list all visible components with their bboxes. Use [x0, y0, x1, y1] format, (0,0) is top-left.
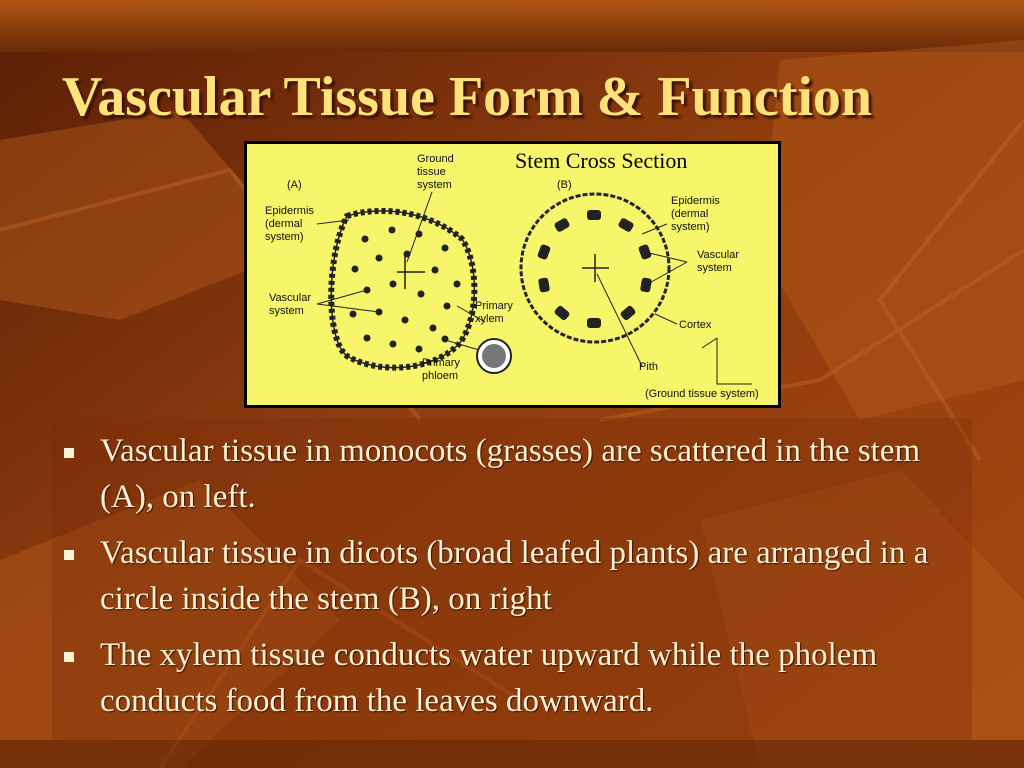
dicot-stem [521, 194, 669, 342]
epidermis-b-label-1: Epidermis [671, 195, 720, 207]
bullet-marker-icon [64, 652, 74, 662]
stem-diagram [247, 144, 778, 405]
figure-caption: Stem Cross Section [515, 148, 688, 173]
pith-label: Pith [639, 361, 658, 373]
primary-xylem-label-2: xylem [475, 313, 504, 325]
vascular-a-label-2: system [269, 305, 304, 317]
bullet-item [60, 632, 960, 724]
vascular-b-label-1: Vascular [697, 249, 739, 261]
bullet-text: The xylem tissue conducts water upward while the pholem conducts food from the leaves downward. [100, 637, 878, 719]
panel-a-label: (A) [287, 179, 302, 191]
epidermis-b-label-3: system) [671, 221, 710, 233]
ground-tissue-b-label: (Ground tissue system) [645, 388, 759, 400]
ground-tissue-label-2: tissue [417, 166, 446, 178]
epidermis-a-label-2: (dermal [265, 218, 303, 230]
stem-cross-section-figure [244, 141, 781, 408]
epidermis-a-label-1: Epidermis [265, 205, 314, 217]
bullet-marker-icon [64, 550, 74, 560]
bullet-marker-icon [64, 448, 74, 458]
ground-tissue-label-1: Ground [417, 153, 454, 165]
bullet-item [60, 530, 960, 622]
epidermis-b-label-2: (dermal [671, 208, 709, 220]
slide-title: Vascular Tissue Form & Function [62, 66, 873, 128]
vascular-b-label-2: system [697, 262, 732, 274]
cortex-label: Cortex [679, 319, 712, 331]
bullet-list [60, 428, 960, 734]
bullet-item [60, 428, 960, 520]
monocot-stem [331, 211, 474, 368]
vascular-a-label-1: Vascular [269, 292, 311, 304]
primary-phloem-label-1: Primary [422, 357, 460, 369]
bullet-text: Vascular tissue in dicots (broad leafed plants) are arranged in a circle inside the stem (B), on right [100, 535, 929, 617]
bullet-text: Vascular tissue in monocots (grasses) are scattered in the stem (A), on left. [100, 433, 921, 515]
panel-b-label: (B) [557, 179, 572, 191]
primary-phloem-label-2: phloem [422, 370, 459, 382]
primary-xylem-label-1: Primary [475, 300, 513, 312]
ground-tissue-label-3: system [417, 179, 452, 191]
epidermis-a-label-3: system) [265, 231, 304, 243]
